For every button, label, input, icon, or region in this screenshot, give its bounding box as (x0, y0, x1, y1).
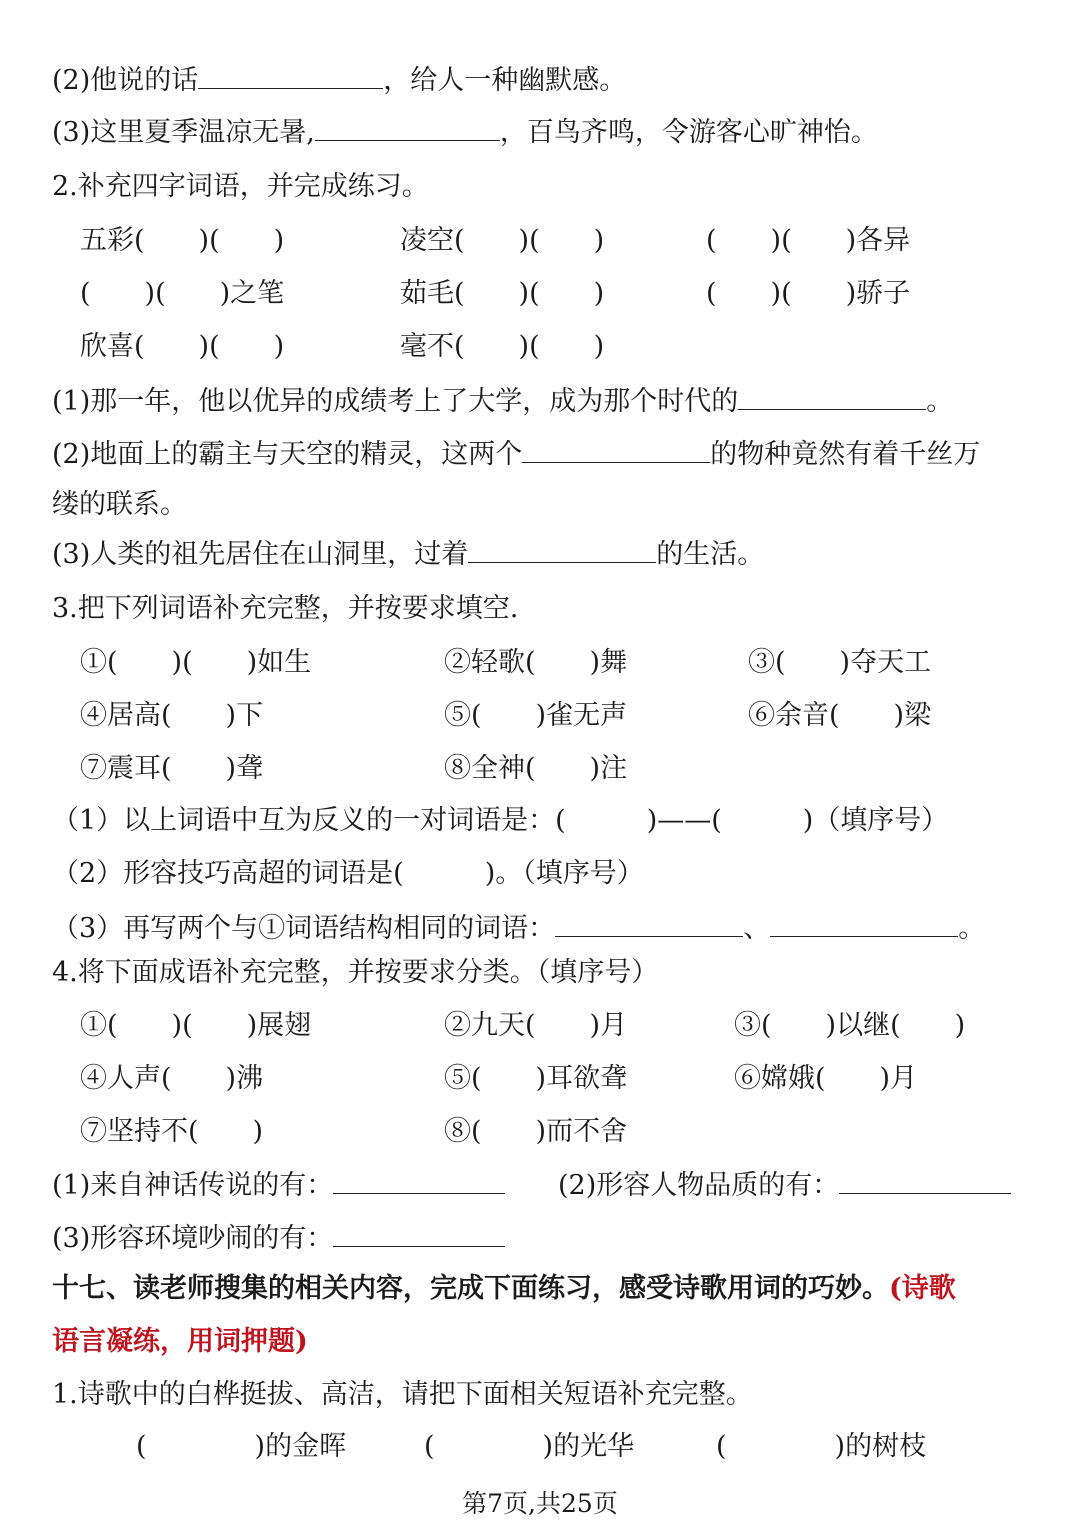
q3-item: ⑧全神( )注 (444, 753, 628, 784)
answer-blank[interactable] (198, 62, 383, 89)
q3-sentence-2: （2）形容技巧高超的词语是( )。（填序号） (52, 858, 644, 889)
q3-item: ③( )夺天工 (748, 647, 932, 678)
q5-item: ( )的树枝 (716, 1431, 927, 1462)
section-17-note: (诗歌 (889, 1273, 956, 1304)
q3-item: ②轻歌( )舞 (444, 647, 628, 678)
q4-title: 4.将下面成语补充完整，并按要求分类。（填序号） (52, 957, 659, 988)
q2-sentence-2: (2)地面上的霸主与天空的精灵，这两个 的物种竟然有着千丝万 (52, 436, 980, 472)
q4-item: ①( )( )展翅 (80, 1010, 312, 1041)
answer-blank[interactable] (315, 114, 500, 141)
answer-blank[interactable] (333, 1167, 505, 1194)
answer-blank[interactable] (738, 383, 926, 410)
section-17-note-cont: 语言凝练，用词押题) (52, 1326, 308, 1357)
q4-item: ⑤( )耳欲聋 (444, 1063, 628, 1094)
answer-blank[interactable] (555, 910, 743, 937)
q4-item: ⑧( )而不舍 (444, 1116, 628, 1147)
page-number: 第7页,共25页 (462, 1489, 618, 1518)
q2-item: ( )( )骄子 (706, 278, 911, 309)
q2-item: ( )( )之笔 (80, 278, 285, 309)
answer-blank[interactable] (468, 536, 656, 563)
section-17-title: 十七、读老师搜集的相关内容，完成下面练习，感受诗歌用词的巧妙。(诗歌 (52, 1273, 956, 1304)
answer-blank[interactable] (522, 436, 710, 463)
q3-item: ⑦震耳( )聋 (80, 753, 264, 784)
q3-item: ①( )( )如生 (80, 647, 312, 678)
q2-sentence-2-cont: 缕的联系。 (52, 489, 187, 520)
q4-item: ②九天( )月 (444, 1010, 628, 1041)
q3-item: ④居高( )下 (80, 700, 264, 731)
q4-sentence-2: (2)形容人物品质的有： (558, 1167, 1011, 1203)
q3-sentence-1: （1）以上词语中互为反义的一对词语是：( )——( )（填序号） (52, 805, 949, 836)
q2-item: 茹毛( )( ) (400, 278, 605, 309)
q1-sentence-3: (3)这里夏季温凉无暑, ，百鸟齐鸣，令游客心旷神怡。 (52, 114, 878, 150)
q2-item: 五彩( )( ) (80, 225, 285, 256)
q2-item: 凌空( )( ) (400, 225, 605, 256)
q5-title: 1.诗歌中的白桦挺拔、高洁，请把下面相关短语补充完整。 (52, 1379, 753, 1410)
q4-sentence-1: (1)来自神话传说的有： (52, 1167, 505, 1203)
q2-item: 欣喜( )( ) (80, 331, 285, 362)
answer-blank[interactable] (839, 1167, 1011, 1194)
q2-item: ( )( )各异 (706, 225, 911, 256)
q4-item: ⑥嫦娥( )月 (734, 1063, 918, 1094)
q5-item: ( )的光华 (424, 1431, 635, 1462)
q5-item: ( )的金晖 (136, 1431, 347, 1462)
q2-title: 2.补充四字词语，并完成练习。 (52, 171, 429, 202)
q3-sentence-3: （3）再写两个与①词语结构相同的词语： 、 。 (52, 910, 985, 946)
q3-title: 3.把下列词语补充完整，并按要求填空. (52, 593, 519, 624)
q1-sentence-2: (2)他说的话 ，给人一种幽默感。 (52, 62, 626, 98)
answer-blank[interactable] (333, 1220, 505, 1247)
q3-item: ⑥余音( )梁 (748, 700, 932, 731)
q4-item: ③( )以继( ) (734, 1010, 966, 1041)
q2-item: 毫不( )( ) (400, 331, 605, 362)
answer-blank[interactable] (770, 910, 958, 937)
q4-item: ④人声( )沸 (80, 1063, 264, 1094)
q4-item: ⑦坚持不( ) (80, 1116, 264, 1147)
q4-sentence-3: (3)形容环境吵闹的有： (52, 1220, 505, 1256)
q3-item: ⑤( )雀无声 (444, 700, 628, 731)
q2-sentence-3: (3)人类的祖先居住在山洞里，过着 的生活。 (52, 536, 764, 572)
q2-sentence-1: (1)那一年，他以优异的成绩考上了大学，成为那个时代的 。 (52, 383, 953, 419)
